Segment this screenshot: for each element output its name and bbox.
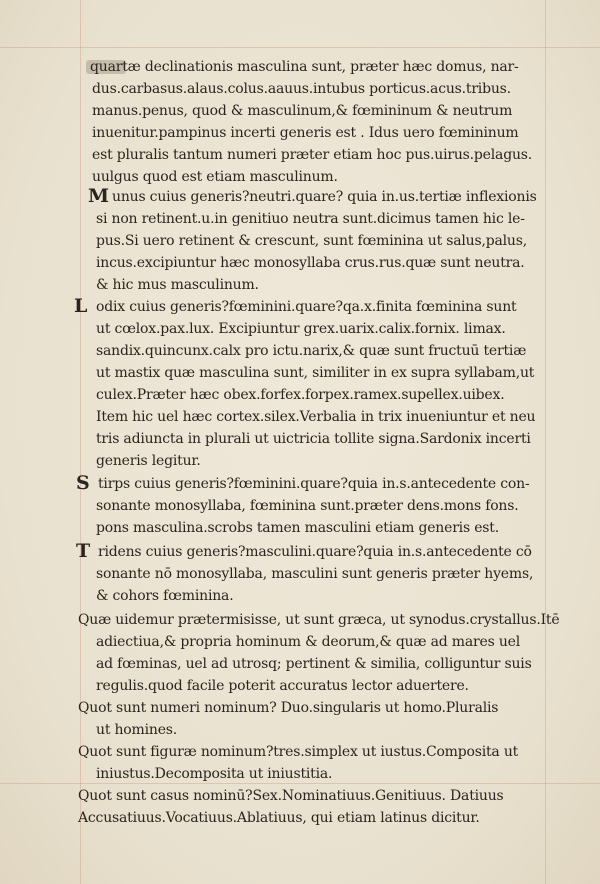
text-line: manus.penus, quod & masculinum,& fœmininum & neutrum: [92, 103, 513, 119]
text-line: si non retinent.u.in genitiuo neutra sunt.dicimus tamen hic le-: [96, 211, 525, 227]
text-line: ut mastix quæ masculina sunt, similiter in ex supra syllabam,ut: [96, 365, 535, 381]
initial-letter-t: T: [76, 540, 91, 562]
text-line: adiectiua,& propria hominum & deorum,& quæ ad mares uel: [96, 634, 521, 650]
text-line: incus.excipiuntur hæc monosyllaba crus.rus.quæ sunt neutra.: [96, 255, 525, 271]
text-line: tirps cuius generis?fœminini.quare?quia in.s.antecedente con-: [98, 476, 530, 492]
text-line: iniustus.Decomposita ut iniustitia.: [96, 766, 333, 782]
text-line: Quæ uidemur prætermisisse, ut sunt græca, ut synodus.crystallus.Itē: [78, 612, 560, 628]
text-line: pus.Si uero retinent & crescunt, sunt fœminina ut salus,palus,: [96, 233, 527, 249]
text-line: dus.carbasus.alaus.colus.aauus.intubus porticus.acus.tribus.: [92, 81, 511, 97]
text-line: ut homines.: [96, 722, 178, 738]
text-line: & hic mus masculinum.: [96, 277, 259, 293]
text-line: odix cuius generis?fœminini.quare?qa.x.finita fœminina sunt: [96, 299, 517, 315]
text-line: Quot sunt numeri nominum? Duo.singularis ut homo.Pluralis: [78, 700, 499, 716]
text-line: ridens cuius generis?masculini.quare?quia in.s.antecedente cō: [98, 544, 532, 560]
text-line: Item hic uel hæc cortex.silex.Verbalia in trix inueniuntur et neu: [96, 409, 536, 425]
initial-letter-m: M: [88, 185, 110, 207]
text-line: unus cuius generis?neutri.quare? quia in.us.tertiæ inflexionis: [112, 189, 537, 205]
text-line: uulgus quod est etiam masculinum.: [92, 169, 338, 185]
text-line: regulis.quod facile poterit accuratus lector aduertere.: [96, 678, 469, 694]
text-line: est pluralis tantum numeri præter etiam hoc pus.uirus.pelagus.: [92, 147, 533, 163]
text-line: quartæ declinationis masculina sunt, præter hæc domus, nar-: [90, 59, 519, 75]
text-line: ad fœminas, uel ad utrosq; pertinent & similia, colliguntur suis: [96, 656, 532, 672]
text-line: Quot sunt figuræ nominum?tres.simplex ut iustus.Composita ut: [78, 744, 519, 760]
text-line: pons masculina.scrobs tamen masculini etiam generis est.: [96, 520, 499, 536]
text-line: Accusatiuus.Vocatiuus.Ablatiuus, qui etiam latinus dicitur.: [78, 810, 480, 826]
text-line: sandix.quincunx.calx pro ictu.narix,& quæ sunt fructuū tertiæ: [96, 343, 527, 359]
text-line: generis legitur.: [96, 453, 201, 469]
text-line: culex.Præter hæc obex.forfex.forpex.ramex.supellex.uibex.: [96, 387, 505, 403]
text-line: Quot sunt casus nominū?Sex.Nominatiuus.Genitiuus. Datiuus: [78, 788, 504, 804]
initial-letter-s: S: [76, 472, 90, 494]
text-line: & cohors fœminina.: [96, 588, 234, 604]
text-line: sonante nō monosyllaba, masculini sunt generis præter hyems,: [96, 566, 534, 582]
text-line: inuenitur.pampinus incerti generis est . Idus uero fœmininum: [92, 125, 519, 141]
text-line: ut cœlox.pax.lux. Excipiuntur grex.uarix.calix.fornix. limax.: [96, 321, 506, 337]
text-line: tris adiuncta in plurali ut uictricia tollite signa.Sardonix incerti: [96, 431, 531, 447]
initial-letter-l: L: [74, 295, 88, 317]
text-line: sonante monosyllaba, fœminina sunt.præter dens.mons fons.: [96, 498, 519, 514]
